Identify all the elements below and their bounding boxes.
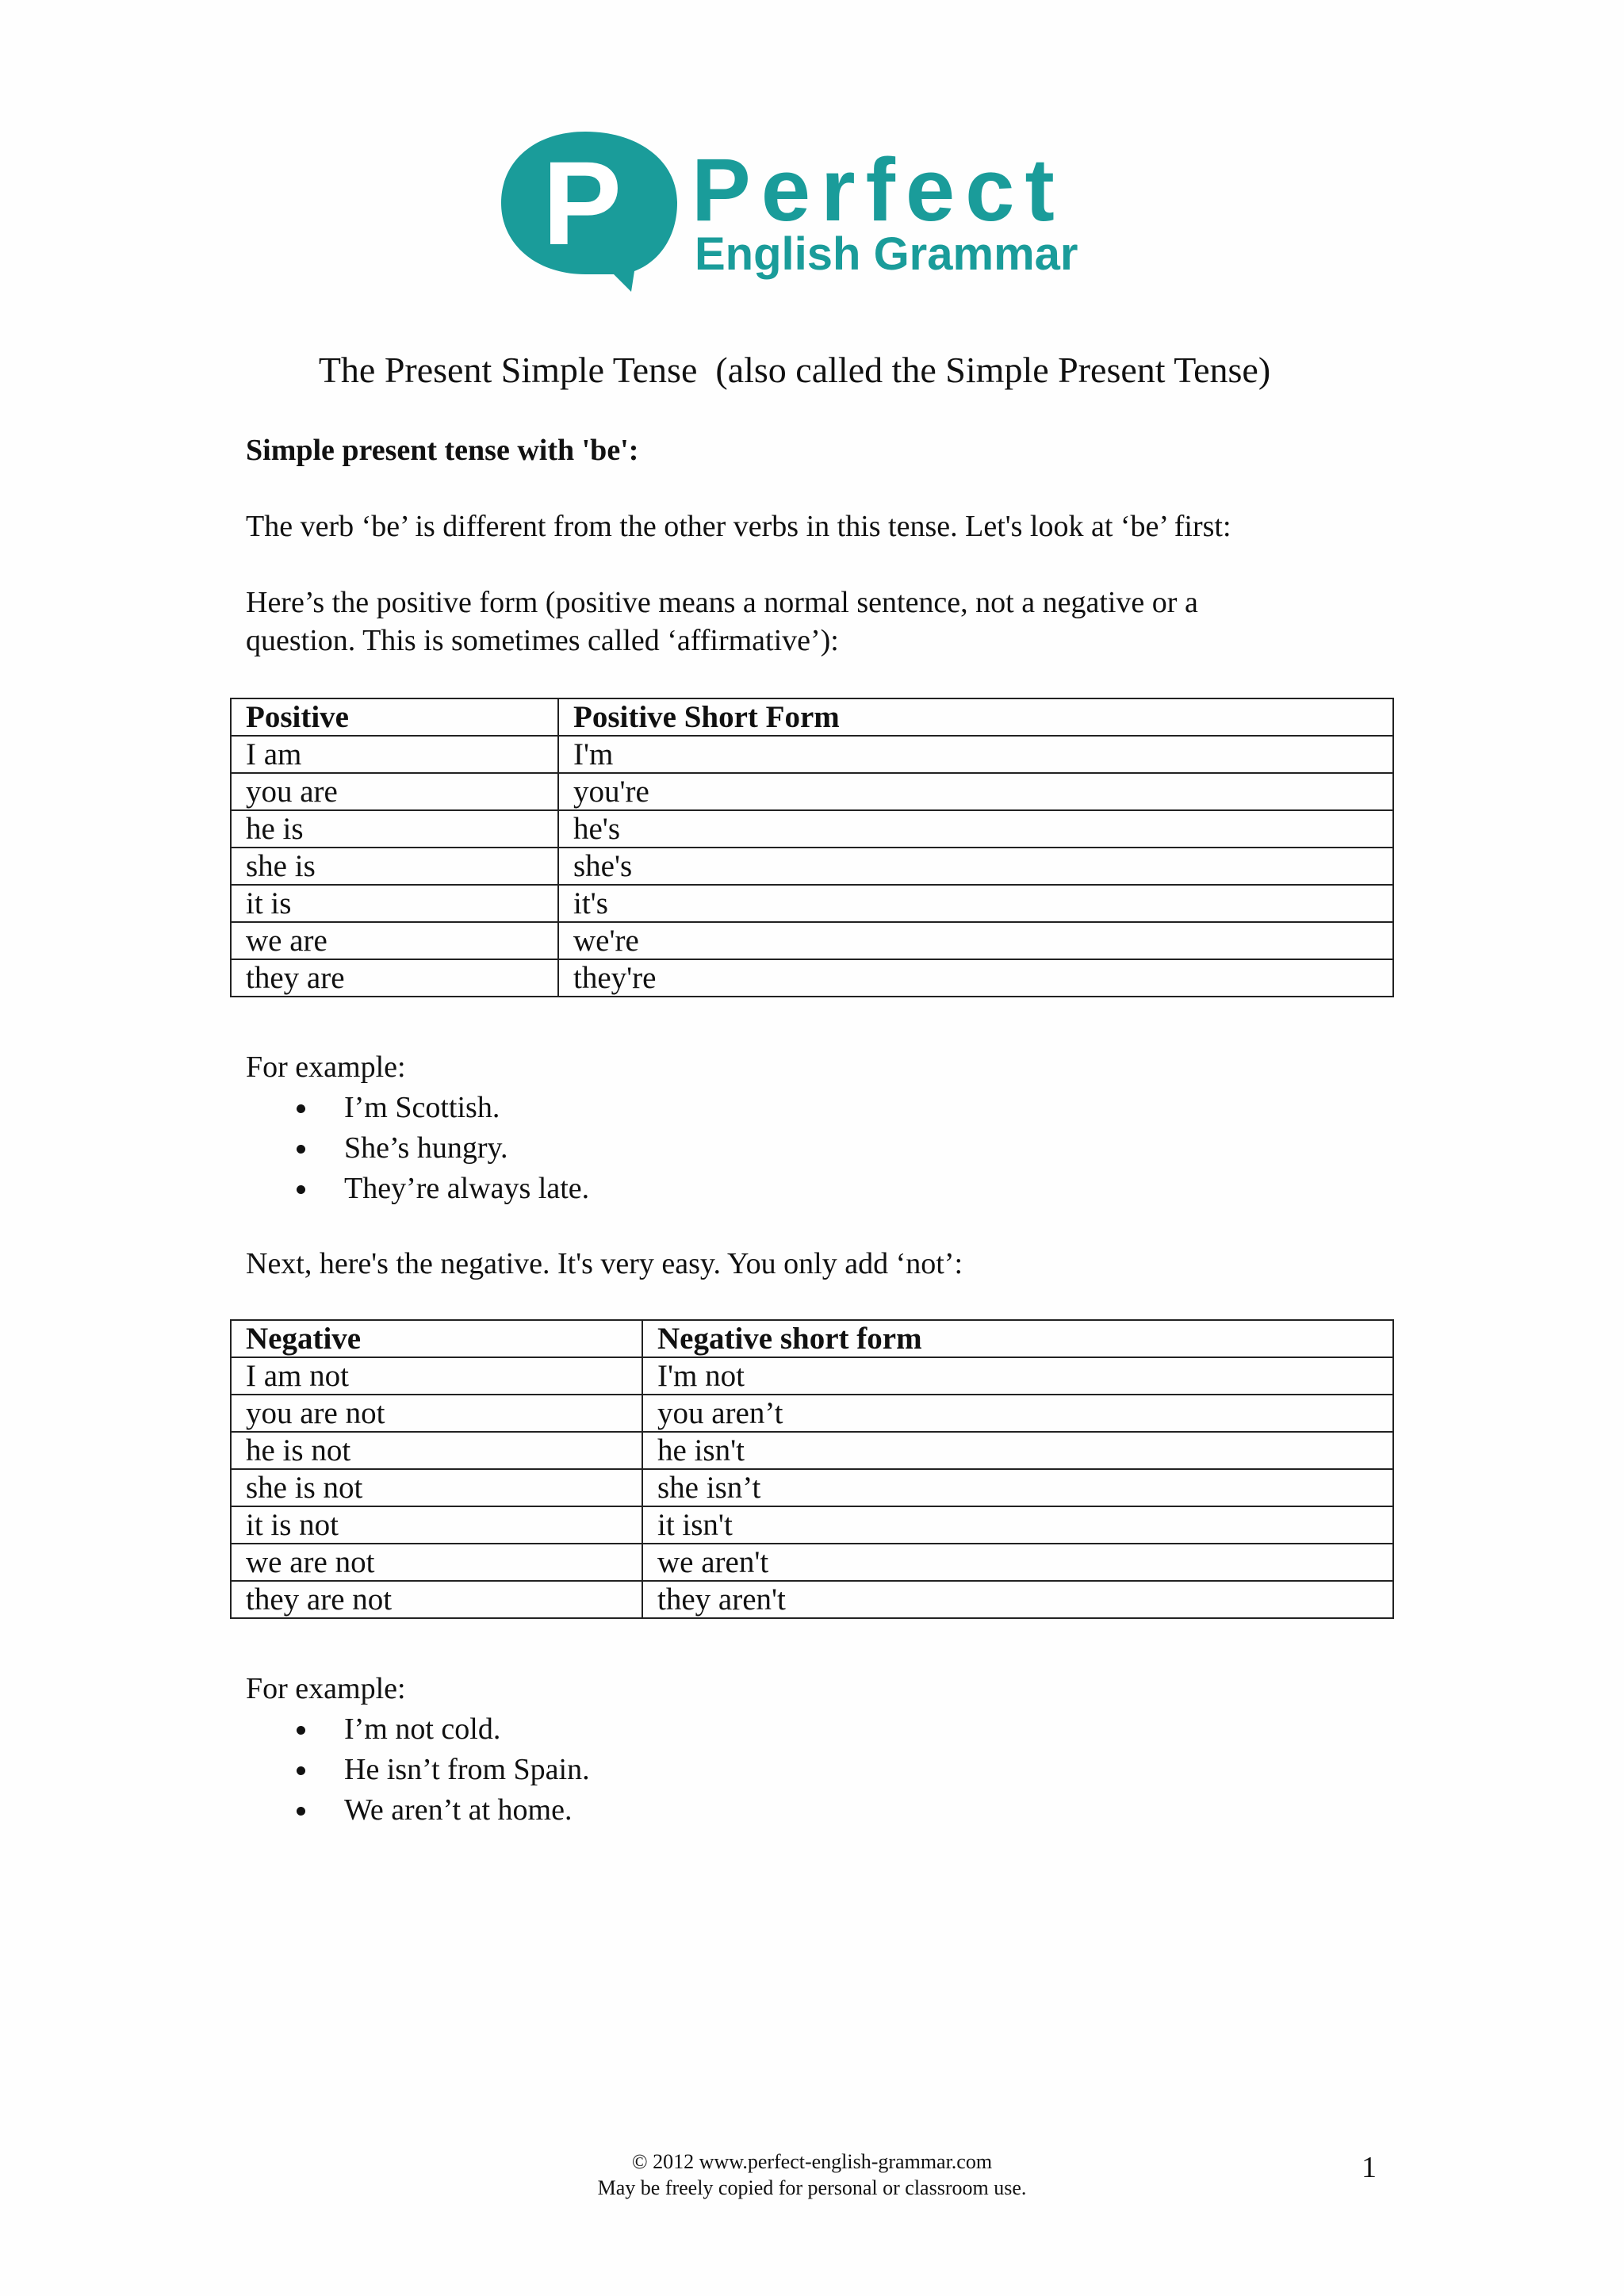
table-row — [231, 922, 1393, 959]
table-cell: it is not — [231, 1506, 642, 1544]
logo-word-english-grammar: English Grammar — [695, 228, 1078, 280]
table-cell: he isn't — [642, 1432, 1393, 1469]
table-cell: I'm not — [642, 1357, 1393, 1395]
page-title: The Present Simple Tense (also called the Simple Present Tense) — [318, 350, 1271, 390]
table-cell: they aren't — [642, 1581, 1393, 1618]
table-cell: you are — [231, 773, 558, 810]
header-negative-short-form: Negative short form — [642, 1320, 1393, 1357]
page-number: 1 — [1362, 2151, 1377, 2184]
header-negative: Negative — [231, 1320, 642, 1357]
table-cell: she is — [231, 848, 558, 885]
table-row — [231, 1469, 1393, 1506]
table-header-row — [231, 1320, 1393, 1357]
example-label: For example: — [246, 1050, 406, 1084]
table-cell: they're — [558, 959, 1393, 997]
logo — [498, 125, 1093, 293]
table-cell: he is — [231, 810, 558, 848]
table-row — [231, 848, 1393, 885]
table-row — [231, 773, 1393, 810]
positive-example-list — [246, 1088, 589, 1209]
table-cell: you aren’t — [642, 1395, 1393, 1432]
table-row — [231, 885, 1393, 922]
table-row — [231, 1544, 1393, 1581]
table-cell: she's — [558, 848, 1393, 885]
positive-intro-line2: question. This is sometimes called ‘affirmative’): — [246, 624, 839, 657]
table-row — [231, 1357, 1393, 1395]
list-item: We aren’t at home. — [246, 1790, 590, 1831]
table-cell: I am not — [231, 1357, 642, 1395]
table-row — [231, 959, 1393, 997]
table-row — [231, 1432, 1393, 1469]
table-cell: it is — [231, 885, 558, 922]
table-cell: you are not — [231, 1395, 642, 1432]
copyright-line: © 2012 www.perfect-english-grammar.com — [631, 2150, 993, 2173]
table-header-row — [231, 698, 1393, 736]
table-cell: they are not — [231, 1581, 642, 1618]
table-cell: he's — [558, 810, 1393, 848]
table-cell: I am — [231, 736, 558, 773]
header-positive: Positive — [231, 698, 558, 736]
list-item: I’m not cold. — [246, 1709, 590, 1750]
table-row — [231, 1581, 1393, 1618]
list-item: They’re always late. — [246, 1169, 589, 1209]
positive-intro-paragraph — [246, 584, 1198, 660]
section-heading: Simple present tense with 'be': — [246, 434, 639, 467]
table-row — [231, 1395, 1393, 1432]
negative-intro-paragraph: Next, here's the negative. It's very easy. You only add ‘not’: — [246, 1247, 963, 1280]
example-label: For example: — [246, 1672, 406, 1705]
table-row — [231, 736, 1393, 773]
table-row — [231, 1506, 1393, 1544]
logo-letter: P — [542, 136, 622, 270]
header-positive-short-form: Positive Short Form — [558, 698, 1393, 736]
positive-table — [230, 698, 1394, 997]
table-cell: he is not — [231, 1432, 642, 1469]
table-cell: we are not — [231, 1544, 642, 1581]
table-row — [231, 810, 1393, 848]
table-cell: you're — [558, 773, 1393, 810]
positive-intro-line1: Here’s the positive form (positive means a normal sentence, not a negative or a — [246, 586, 1198, 619]
footer — [0, 2149, 1624, 2201]
table-cell: she is not — [231, 1469, 642, 1506]
table-cell: she isn’t — [642, 1469, 1393, 1506]
logo-word-perfect: Perfect — [691, 140, 1065, 239]
negative-example-list — [246, 1709, 590, 1831]
table-cell: we're — [558, 922, 1393, 959]
table-cell: we are — [231, 922, 558, 959]
usage-note: May be freely copied for personal or classroom use. — [597, 2176, 1027, 2199]
negative-table — [230, 1319, 1394, 1619]
table-cell: we aren't — [642, 1544, 1393, 1581]
list-item: He isn’t from Spain. — [246, 1750, 590, 1790]
list-item: I’m Scottish. — [246, 1088, 589, 1128]
table-cell: it's — [558, 885, 1393, 922]
table-cell: they are — [231, 959, 558, 997]
list-item: She’s hungry. — [246, 1128, 589, 1169]
intro-paragraph: The verb ‘be’ is different from the other verbs in this tense. Let's look at ‘be’ first: — [246, 510, 1231, 543]
table-cell: it isn't — [642, 1506, 1393, 1544]
table-cell: I'm — [558, 736, 1393, 773]
